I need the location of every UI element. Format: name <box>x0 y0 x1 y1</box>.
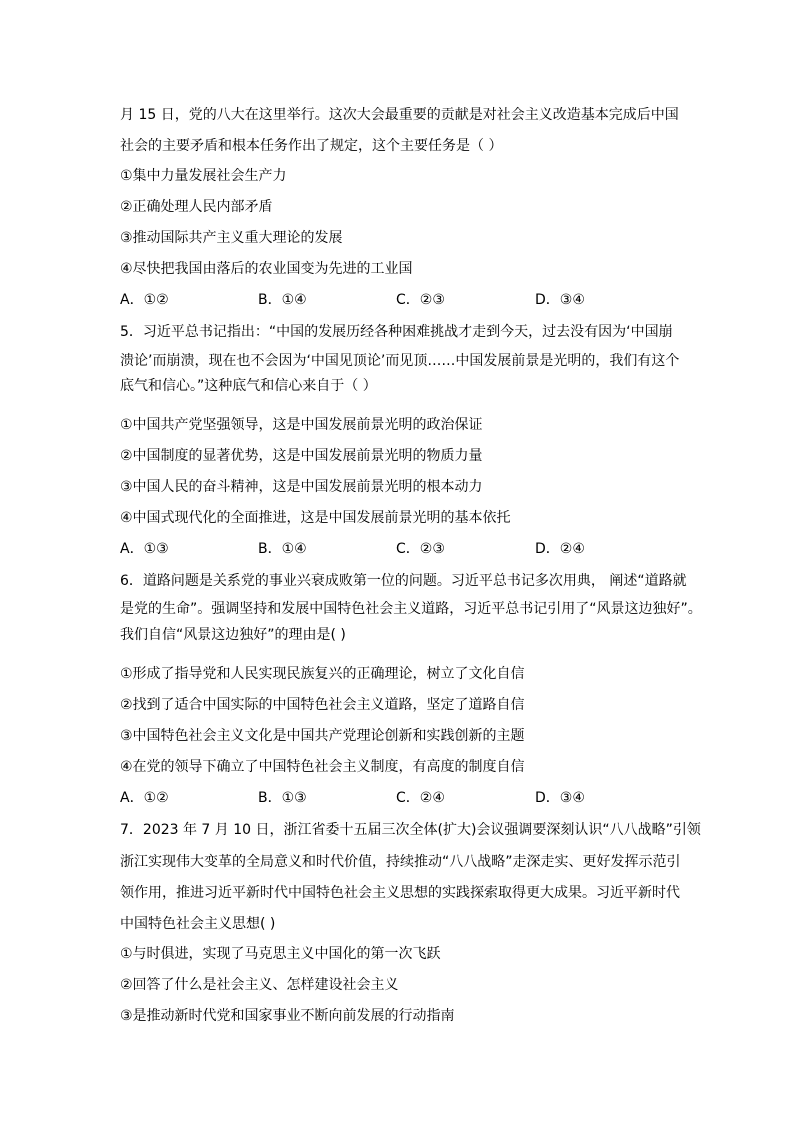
q6-option-d: D．③④ <box>535 790 585 806</box>
q4-option-b: B．①④ <box>258 292 307 308</box>
q6-stem-line: 我们自信“风景这边独好”的理由是( ) <box>120 627 346 643</box>
q5-item-2: ②中国制度的显著优势，这是中国发展前景光明的物质力量 <box>120 448 483 464</box>
q6-option-b: B．①③ <box>258 790 307 806</box>
q6-item-1: ①形成了指导党和人民实现民族复兴的正确理论，树立了文化自信 <box>120 666 525 682</box>
q7-stem-line: 领作用，推进习近平新时代中国特色社会主义思想的实践探索取得更大成果。习近平新时代 <box>120 885 680 901</box>
q5-option-d: D．②④ <box>535 541 585 557</box>
q5-item-1: ①中国共产党坚强领导，这是中国发展前景光明的政治保证 <box>120 417 483 433</box>
q5-option-b: B．①④ <box>258 541 307 557</box>
q5-item-3: ③中国人民的奋斗精神，这是中国发展前景光明的根本动力 <box>120 479 483 495</box>
q7-stem-line: 中国特色社会主义思想( ) <box>120 916 276 932</box>
q5-option-c: C．②③ <box>396 541 445 557</box>
q7-stem-line: 浙江实现伟大变革的全局意义和时代价值，持续推动“八八战略”走深走实、更好发挥示范引 <box>120 854 681 870</box>
q5-stem-line: 5．习近平总书记指出：“中国的发展历经各种困难挑战才走到今天，过去没有因为‘中国崩 <box>120 324 673 340</box>
q4-item-3: ③推动国际共产主义重大理论的发展 <box>120 230 343 246</box>
q6-item-4: ④在党的领导下确立了中国特色社会主义制度，有高度的制度自信 <box>120 759 525 775</box>
q7-item-2: ②回答了什么是社会主义、怎样建设社会主义 <box>120 977 399 993</box>
q5-option-a: A．①③ <box>120 541 169 557</box>
q7-item-3: ③是推动新时代党和国家事业不断向前发展的行动指南 <box>120 1008 455 1024</box>
q6-option-a: A．①② <box>120 790 169 806</box>
q5-item-4: ④中国式现代化的全面推进，这是中国发展前景光明的基本依托 <box>120 510 511 526</box>
q4-stem-line: 社会的主要矛盾和根本任务作出了规定，这个主要任务是（ ） <box>120 138 503 154</box>
q4-item-1: ①集中力量发展社会生产力 <box>120 168 287 184</box>
q4-option-d: D．③④ <box>535 292 585 308</box>
q5-stem-line: 底气和信心。”这种底气和信心来自于（ ） <box>120 378 377 394</box>
q4-item-4: ④尽快把我国由落后的农业国变为先进的工业国 <box>120 261 413 277</box>
q6-item-3: ③中国特色社会主义文化是中国共产党理论创新和实践创新的主题 <box>120 728 525 744</box>
q6-option-c: C．②④ <box>396 790 445 806</box>
q4-option-c: C．②③ <box>396 292 445 308</box>
q6-stem-line: 是党的生命”。强调坚持和发展中国特色社会主义道路，习近平总书记引用了“风景这边独好”。 <box>120 601 702 617</box>
q7-stem-line: 7．2023 年 7 月 10 日，浙江省委十五届三次全体(扩大)会议强调要深刻认识“八八战略”引领 <box>120 822 701 838</box>
q7-item-1: ①与时俱进，实现了马克思主义中国化的第一次飞跃 <box>120 946 441 962</box>
q6-item-2: ②找到了适合中国实际的中国特色社会主义道路，坚定了道路自信 <box>120 697 525 713</box>
q4-stem-line: 月 15 日，党的八大在这里举行。这次大会最重要的贡献是对社会主义改造基本完成后中国 <box>120 107 679 123</box>
q4-option-a: A．①② <box>120 292 169 308</box>
q5-stem-line: 溃论’而崩溃，现在也不会因为‘中国见顶论’而见顶……中国发展前景是光明的，我们有这个 <box>120 353 680 369</box>
q6-stem-line: 6．道路问题是关系党的事业兴衰成败第一位的问题。习近平总书记多次用典， 阐述“道路就 <box>120 573 687 589</box>
q4-item-2: ②正确处理人民内部矛盾 <box>120 199 273 215</box>
